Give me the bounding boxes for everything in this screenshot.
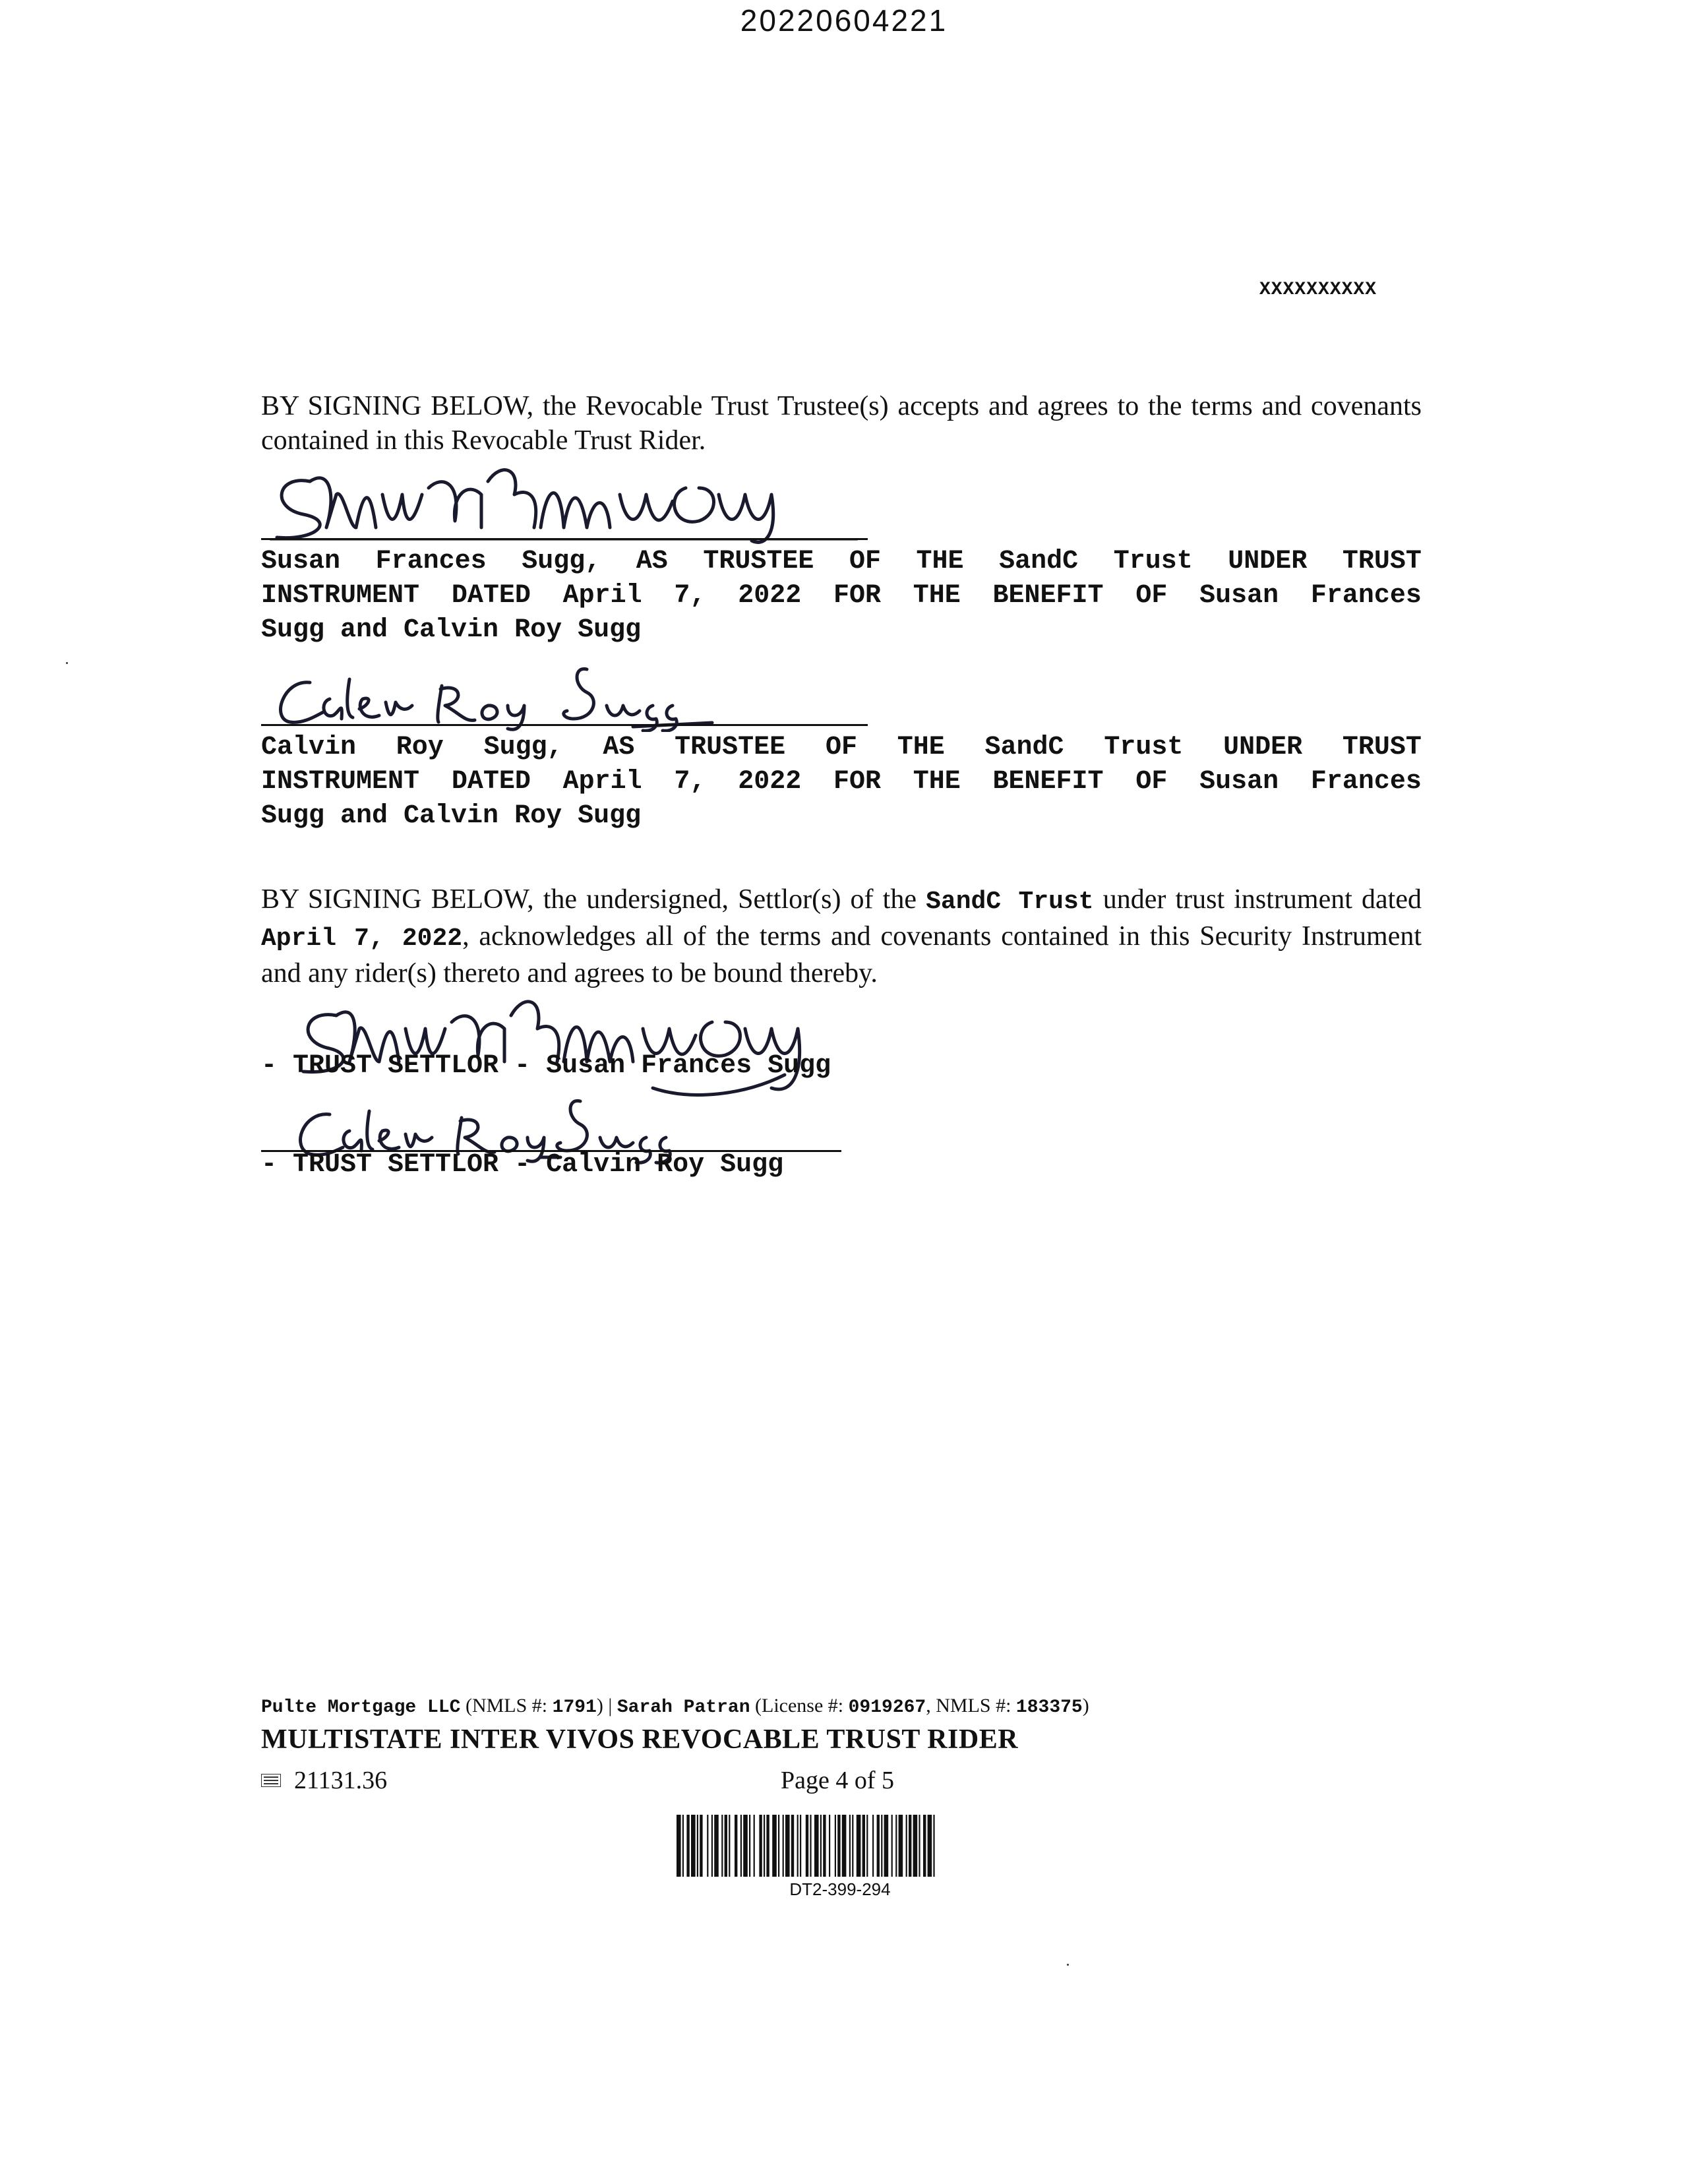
calvin-trustee-signature [264,659,870,732]
barcode-bar [829,1815,830,1877]
barcode-bar [711,1815,713,1877]
word: TRUSTEE [703,547,814,576]
barcode-bar [783,1815,784,1877]
barcode-bar [791,1815,794,1877]
susan-trustee-line-2 [261,579,1422,613]
word: THE [897,733,945,762]
word: UNDER [1223,733,1303,762]
license-number: 0919267 [848,1697,926,1718]
word: April [562,581,642,611]
reference-number: XXXXXXXXXX [1259,280,1377,300]
barcode-bar [778,1815,779,1877]
word: Susan [1199,581,1279,611]
word: BENEFIT [992,767,1104,797]
word: DATED [451,581,531,611]
word: INSTRUMENT [261,581,420,611]
barcode-bar [735,1815,737,1877]
originator-nmls-number: 183375 [1015,1697,1083,1718]
word: Sugg, [522,547,601,576]
barcode-bar [743,1815,748,1877]
barcode-bar [697,1815,698,1877]
barcode-bar [919,1815,920,1877]
originator-name: Sarah Patran [617,1697,750,1718]
scan-speck [1067,1964,1069,1966]
barcode-bar [884,1815,889,1877]
barcode-bar [857,1815,861,1877]
word: TRUSTEE [675,733,786,762]
word: Frances [1310,767,1422,797]
barcode-bar [906,1815,907,1877]
barcode-bar [909,1815,911,1877]
word: THE [913,767,961,797]
barcode-bar [933,1815,934,1877]
barcode-bar [852,1815,853,1877]
word: INSTRUMENT [261,767,420,797]
word: Trust [1113,547,1193,576]
word: Calvin [261,733,357,762]
trust-date: April 7, 2022 [261,925,463,953]
originator-nmls-label: , NMLS #: [926,1695,1016,1716]
barcode-bar [740,1815,742,1877]
word: Susan [1199,767,1279,797]
barcode-bar [754,1815,755,1877]
word: SandC [999,547,1079,576]
form-logo-icon [261,1774,281,1787]
scan-speck [66,662,68,664]
barcode-bar [772,1815,777,1877]
barcode-bar [682,1815,684,1877]
word: 2022 [738,767,802,797]
paragraph-text: , acknowledges all of the terms and covenants contained in this Security Instrument and any rider(s) thereto and agrees to be bound thereby. [261,921,1422,988]
form-code: 21131.36 [294,1767,388,1794]
barcode-bar [759,1815,762,1877]
barcode-bar [862,1815,865,1877]
susan-trustee-line-3 [261,613,1422,648]
form-title: MULTISTATE INTER VIVOS REVOCABLE TRUST RIDER [261,1724,1019,1755]
barcode-bar [814,1815,819,1877]
calvin-settlor-label: - TRUST SETTLOR - Calvin Roy Sugg [261,1150,784,1180]
word: OF [825,733,857,762]
word: 7, [674,581,706,611]
word: THE [913,581,961,611]
barcode-bar [800,1815,801,1877]
calvin-trustee-signature-line [261,724,868,726]
lender-info [261,1695,1089,1718]
document-number: 20220604221 [740,3,948,38]
word: Trust [1104,733,1184,762]
barcode-bar [877,1815,880,1877]
page-number: Page 4 of 5 [781,1767,895,1794]
paragraph-text: under trust instrument dated [1093,884,1422,915]
calvin-trustee-line-1 [261,731,1422,765]
barcode-bar [691,1815,696,1877]
word: DATED [451,767,531,797]
barcode-bar [714,1815,719,1877]
barcode-bar [881,1815,882,1877]
barcode-bar [785,1815,790,1877]
lender-nmls-number: 1791 [552,1697,597,1718]
word: FOR [833,767,881,797]
word: TRUST [1342,733,1422,762]
word: AS [603,733,635,762]
barcode-bar [797,1815,799,1877]
settlor-acknowledgement-paragraph [261,882,1422,990]
trustee-acceptance-paragraph: BY SIGNING BELOW, the Revocable Trust Trustee(s) accepts and agrees to the terms and covenants contained in this Revocable Trust Rider. [261,391,1422,456]
word: Sugg and Calvin Roy Sugg [261,801,642,831]
barcode-bar [725,1815,727,1877]
separator: ) | [596,1695,617,1716]
word: THE [916,547,964,576]
susan-trustee-line-1 [261,545,1422,579]
license-label: (License #: [750,1695,849,1716]
calvin-trustee-line-2 [261,765,1422,799]
barcode-bar [810,1815,811,1877]
barcode-bar [820,1815,822,1877]
barcode-bar [866,1815,868,1877]
barcode-bar [849,1815,851,1877]
word: Susan [261,547,341,576]
lender-nmls-label: (NMLS #: [460,1695,553,1716]
word: Frances [375,547,487,576]
word: Sugg and Calvin Roy Sugg [261,615,642,645]
calvin-trustee-line-3 [261,799,1422,834]
barcode-bar [837,1815,840,1877]
trust-name: SandC Trust [926,888,1094,916]
barcode-bar [806,1815,808,1877]
barcode-bar [891,1815,893,1877]
word: April [562,767,642,797]
barcode-bar [895,1815,897,1877]
word: FOR [833,581,881,611]
word: OF [849,547,881,576]
susan-settlor-label: - TRUST SETTLOR - Susan Frances Sugg [261,1051,831,1081]
barcode [677,1815,1004,1877]
barcode-bar [842,1815,847,1877]
word: TRUST [1342,547,1422,576]
barcode-bar [928,1815,932,1877]
word: Sugg, [483,733,563,762]
barcode-bar [749,1815,750,1877]
word: 7, [674,767,706,797]
barcode-bar [707,1815,708,1877]
barcode-bar [872,1815,874,1877]
barcode-bar [835,1815,836,1877]
word: Frances [1310,581,1422,611]
barcode-bar [686,1815,689,1877]
barcode-bar [823,1815,826,1877]
susan-trustee-signature-line [261,538,868,540]
barcode-bar [923,1815,926,1877]
word: 2022 [738,581,802,611]
barcode-bar [766,1815,769,1877]
barcode-bar [913,1815,918,1877]
word: SandC [984,733,1064,762]
word: OF [1135,581,1168,611]
calvin-trustee-block [261,731,1422,834]
word: UNDER [1228,547,1308,576]
word: AS [636,547,668,576]
paragraph-text: BY SIGNING BELOW, the undersigned, Settlor(s) of the [261,884,926,915]
word: BENEFIT [992,581,1104,611]
susan-trustee-signature [264,455,870,547]
barcode-text: DT2-399-294 [789,1879,891,1899]
barcode-bar [721,1815,723,1877]
barcode-bar [700,1815,702,1877]
susan-trustee-block [261,545,1422,648]
word: Roy [396,733,444,762]
barcode-bar [729,1815,730,1877]
word: OF [1135,767,1168,797]
barcode-bar [764,1815,765,1877]
susan-settlor-signature [284,989,877,1101]
lender-name: Pulte Mortgage LLC [261,1697,461,1718]
close-paren: ) [1082,1695,1089,1716]
barcode-bar [899,1815,903,1877]
barcode-bar [677,1815,681,1877]
